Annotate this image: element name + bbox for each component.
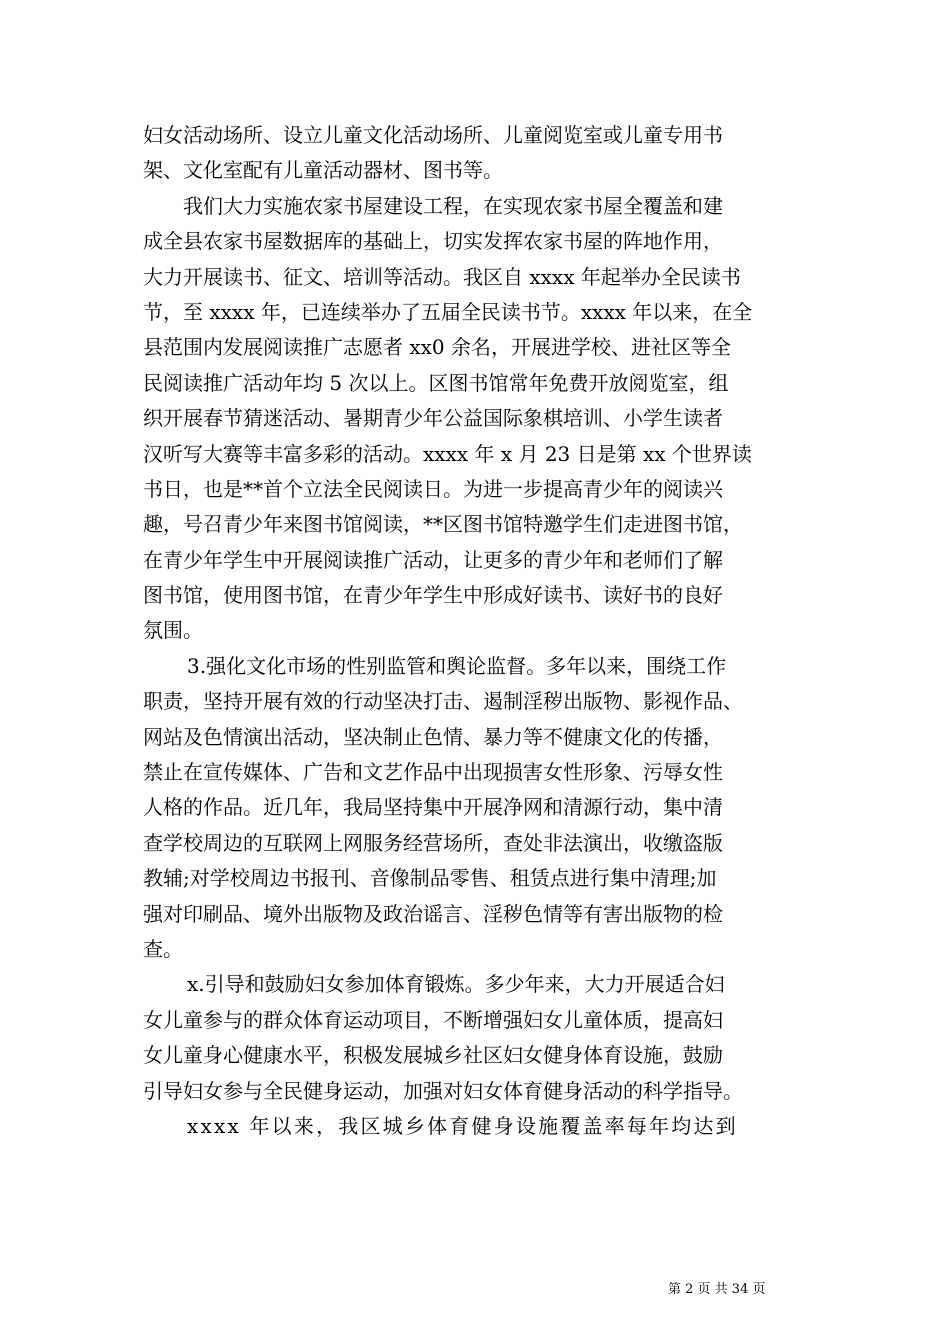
text-line: 妇女活动场所、设立儿童文化活动场所、儿童阅览室或儿童专用书 — [143, 123, 723, 147]
text-line: 织开展春节猜迷活动、暑期青少年公益国际象棋培训、小学生读者 — [143, 406, 723, 431]
text-line: 节，至 xxxx 年，已连续举办了五届全民读书节。xxxx 年以来，在全 — [143, 299, 753, 324]
text-line: 趣，号召青少年来图书馆阅读，**区图书馆特邀学生们走进图书馆， — [143, 512, 743, 537]
text-line: 汉听写大赛等丰富多彩的活动。xxxx 年 x 月 23 日是第 xx 个世界读 — [143, 441, 752, 466]
paragraph-start-line: x.引导和鼓励妇女参加体育锻炼。多少年来，大力开展适合妇 — [187, 972, 725, 997]
text-line: 氛围。 — [143, 618, 203, 643]
text-line: 教辅;对学校周边书报刊、音像制品零售、租赁点进行集中清理;加 — [143, 866, 717, 891]
text-line: 大力开展读书、征文、培训等活动。我区自 xxxx 年起举办全民读书 — [143, 264, 741, 289]
paragraph-start-line: 我们大力实施农家书屋建设工程，在实现农家书屋全覆盖和建 — [183, 193, 723, 218]
text-line: 禁止在宣传媒体、广告和文艺作品中出现损害女性形象、污辱女性 — [143, 760, 723, 785]
text-line: 在青少年学生中开展阅读推广活动，让更多的青少年和老师们了解 — [143, 547, 723, 572]
paragraph-start-line: 3.强化文化市场的性别监管和舆论监督。多年以来，围绕工作 — [187, 653, 727, 678]
text-line: 职责，坚持开展有效的行动坚决打击、遏制淫秽出版物、影视作品、 — [143, 689, 743, 714]
text-line: 查学校周边的互联网上网服务经营场所，查处非法演出，收缴盗版 — [143, 830, 723, 855]
text-line: 女儿童身心健康水平，积极发展城乡社区妇女健身体育设施，鼓励 — [143, 1043, 723, 1068]
text-line: 架、文化室配有儿童活动器材、图书等。 — [143, 158, 503, 183]
text-line: 成全县农家书屋数据库的基础上，切实发挥农家书屋的阵地作用， — [143, 229, 723, 254]
text-line: 人格的作品。近几年，我局坚持集中开展净网和清源行动，集中清 — [143, 795, 723, 820]
text-line: 图书馆，使用图书馆，在青少年学生中形成好读书、读好书的良好 — [143, 583, 723, 608]
document-body — [143, 118, 811, 1144]
text-line: 县范围内发展阅读推广志愿者 xx0 余名，开展进学校、进社区等全 — [143, 335, 731, 360]
text-line: 网站及色情演出活动，坚决制止色情、暴力等不健康文化的传播， — [143, 724, 723, 749]
text-line: 引导妇女参与全民健身运动，加强对妇女体育健身活动的科学指导。 — [143, 1078, 743, 1103]
text-line: 查。 — [143, 936, 183, 961]
page-number: 第 2 页 共 34 页 — [668, 1282, 766, 1297]
text-line: 民阅读推广活动年均 5 次以上。区图书馆常年免费开放阅览室，组 — [143, 370, 729, 395]
paragraph-start-line: xxxx 年以来，我区城乡体育健身设施覆盖率每年均达到 — [187, 1113, 738, 1138]
text-line: 女儿童参与的群众体育运动项目，不断增强妇女儿童体质，提高妇 — [143, 1007, 723, 1032]
text-line: 书日，也是**首个立法全民阅读日。为进一步提高青少年的阅读兴 — [143, 476, 723, 501]
text-line: 强对印刷品、境外出版物及政治谣言、淫秽色情等有害出版物的检 — [143, 901, 723, 926]
